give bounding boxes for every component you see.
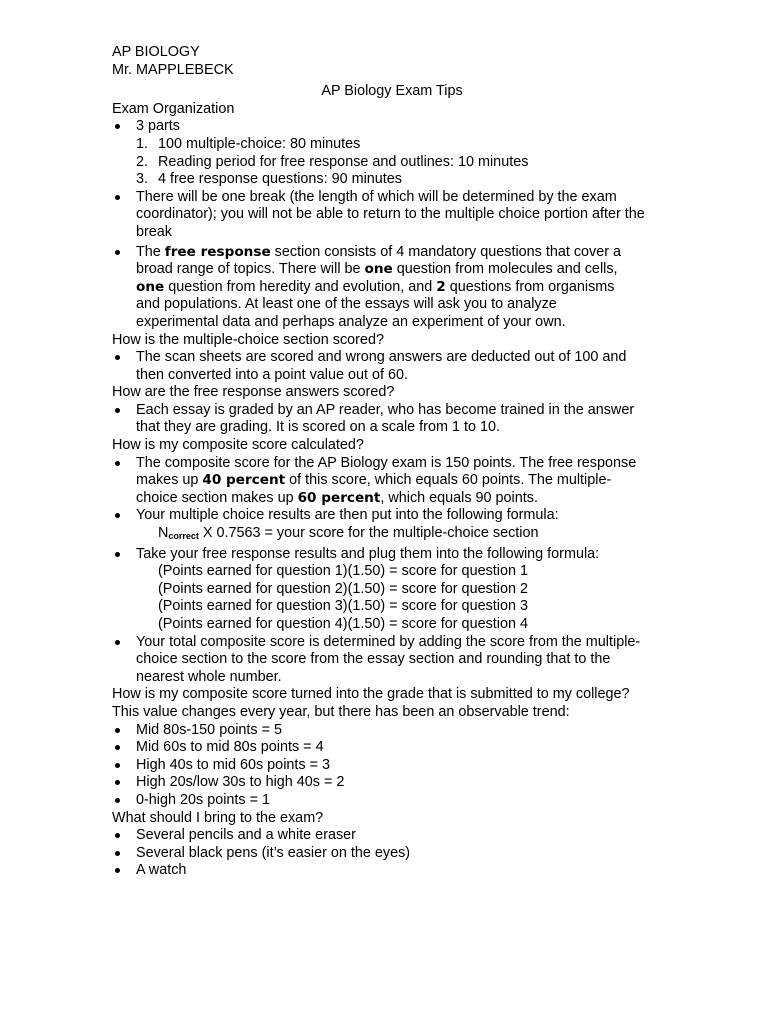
list-item: [112, 634, 656, 687]
section-heading-organization: Exam Organization: [112, 100, 235, 117]
composite-text-3: , which equals 90 points.: [380, 489, 538, 506]
grade-item: High 20s/low 30s to high 40s = 2: [136, 774, 345, 791]
section-heading-grade: How is my composite score turned into the grade that is submitted to my college?: [112, 686, 630, 703]
document-page: [112, 44, 672, 880]
fr-text-1: The: [136, 243, 165, 260]
fr-text-5: questions from organisms and populations. At least one of the essays will ask you to analyze experimental data and perhaps analyze an experiment of your own.: [136, 278, 615, 330]
grade-item: High 40s to mid 60s points = 3: [136, 756, 330, 773]
numbered-item: [112, 136, 672, 154]
mc-formula-intro: Your multiple choice results are then put into the following formula:: [136, 507, 559, 524]
mc-formula: [112, 525, 672, 546]
grade-item: Mid 80s-150 points = 5: [136, 721, 282, 738]
list-item: [112, 792, 672, 810]
fr-scoring-text: Each essay is graded by an AP reader, who has become trained in the answer that they are grading. It is scored on a scale from 1 to 10.: [136, 401, 635, 436]
break-text: There will be one break (the length of which will be determined by the exam coordinator); you will not be able to return to the multiple choice portion after the break: [136, 188, 645, 240]
list-item: [112, 349, 656, 384]
item-text: Reading period for free response and outlines: 10 minutes: [158, 153, 529, 170]
bring-item: A watch: [136, 862, 187, 879]
item-number: 2.: [136, 153, 149, 170]
section-heading-fr-scoring: How are the free response answers scored?: [112, 384, 395, 401]
page-title: AP Biology Exam Tips: [321, 83, 463, 100]
total-text: Your total composite score is determined by adding the score from the multiple-choice section to the score from the essay section and rounding that to the nearest whole number.: [136, 633, 641, 685]
formula-rest: X 0.7563 = your score for the multiple-choice section: [198, 525, 539, 542]
fr-text-2: section consists of 4 mandatory questions that cover a broad range of topics. There will be: [136, 243, 622, 278]
course-name: AP BIOLOGY: [112, 44, 200, 60]
item-text: 4 free response questions: 90 minutes: [158, 171, 402, 188]
list-item: [112, 244, 636, 332]
mc-scoring-text: The scan sheets are scored and wrong answers are deducted out of 100 and then converted into a point value out of 60.: [136, 349, 627, 383]
fr-bold-4: 2: [436, 278, 446, 295]
fr-text-4: question from heredity and evolution, and: [164, 278, 437, 295]
list-item: [112, 757, 672, 775]
item-number: 1.: [136, 135, 149, 152]
fr-formula-line: (Points earned for question 1)(1.50) = score for question 1: [158, 563, 528, 580]
list-item: [112, 118, 672, 136]
item-number: 3.: [136, 171, 149, 188]
fr-bold-3: one: [136, 278, 165, 295]
composite-text-2: of this score, which equals 60 points. The multiple-choice section makes up: [136, 472, 612, 506]
bring-item: Several black pens (it’s easier on the eyes): [136, 844, 411, 861]
list-item: [112, 546, 672, 564]
parts-label: 3 parts: [136, 118, 180, 135]
numbered-item: [112, 171, 672, 189]
fr-bold-1: free response: [164, 243, 271, 260]
bring-item: Several pencils and a white eraser: [136, 827, 356, 844]
section-heading-mc-scoring: How is the multiple-choice section scored?: [112, 331, 384, 348]
list-item: [112, 455, 646, 508]
fr-formula-line: (Points earned for question 4)(1.50) = score for question 4: [158, 616, 528, 632]
formula-n: N: [158, 525, 169, 542]
grade-item: Mid 60s to mid 80s points = 4: [136, 739, 324, 756]
grade-item: 0-high 20s points = 1: [136, 791, 271, 808]
list-item: [112, 507, 672, 525]
composite-bold-1: 40 percent: [202, 472, 286, 489]
list-item: [112, 774, 672, 792]
list-item: [112, 862, 672, 880]
section-heading-bring: What should I bring to the exam?: [112, 809, 324, 826]
teacher-name: Mr. MAPPLEBECK: [112, 61, 234, 78]
fr-bold-2: one: [364, 261, 393, 278]
list-item: [112, 402, 636, 437]
fr-text-3: question from molecules and cells,: [392, 261, 618, 278]
fr-formula-line: (Points earned for question 3)(1.50) = score for question 3: [158, 598, 528, 615]
list-item: [112, 845, 672, 863]
grade-intro: This value changes every year, but there has been an observable trend:: [112, 703, 570, 720]
list-item: [112, 827, 672, 845]
fr-formula-intro: Take your free response results and plug them into the following formula:: [136, 545, 600, 562]
composite-text-1: The composite score for the AP Biology exam is 150 points. The free response makes up: [136, 454, 637, 489]
list-item: [112, 189, 656, 242]
formula-subscript: correct: [168, 531, 199, 542]
numbered-item: [112, 154, 672, 172]
composite-bold-2: 60 percent: [297, 489, 381, 506]
section-heading-composite: How is my composite score calculated?: [112, 437, 364, 454]
list-item: [112, 739, 672, 757]
fr-formula-line: (Points earned for question 2)(1.50) = score for question 2: [158, 580, 528, 597]
list-item: [112, 722, 672, 740]
item-text: 100 multiple-choice: 80 minutes: [158, 135, 361, 152]
